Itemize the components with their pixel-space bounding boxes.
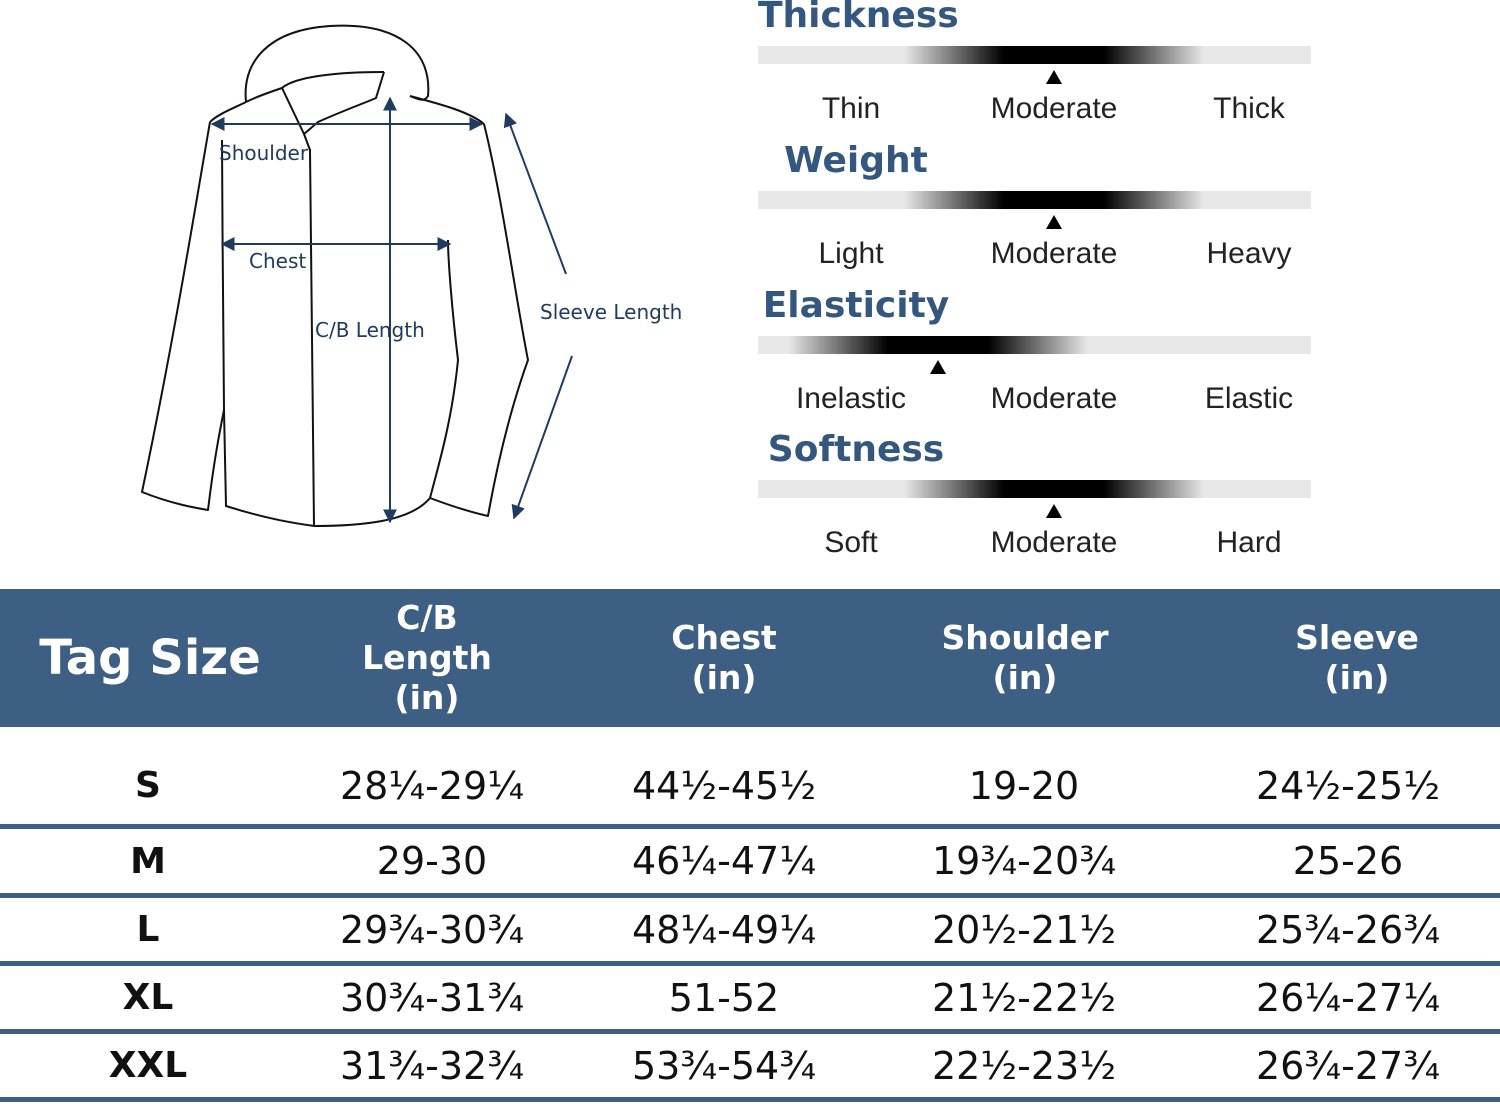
chest-cell: 53¾-54¾ [631,1043,817,1088]
jacket-outline [142,26,528,526]
header-tag-size: Tag Size [39,630,261,686]
attribute-elasticity [758,285,1311,430]
table-row [0,898,1500,966]
scale-option-moderate: Moderate [990,237,1118,270]
header-cb-length-name: C/B Length [362,598,492,677]
table-row [0,727,1500,829]
sleeve-measure-line-lower [514,356,572,518]
scale-option-heavy: Heavy [1206,237,1292,270]
header-shoulder-unit: (in) [992,658,1058,697]
attribute-softness [758,429,1311,574]
cb-length-cell: 28¼-29¼ [339,763,525,808]
sleeve-cell: 26¼-27¼ [1255,975,1441,1020]
header-sleeve-name: Sleeve [1295,618,1419,657]
jacket-measurement-diagram [0,0,740,580]
header-shoulder [925,589,1125,727]
scale-option-moderate: Moderate [990,92,1118,125]
size-cell: S [135,765,161,806]
shoulder-label: Shoulder [219,141,309,165]
scale-option-light: Light [818,237,884,270]
shoulder-cell: 19¾-20¾ [931,839,1117,883]
chest-cell: 46¼-47¼ [631,839,817,883]
table-row [0,966,1500,1034]
scale-option-thick: Thick [1213,92,1285,125]
scale-bar [758,191,1311,209]
cb-length-cell: 30¾-31¾ [339,975,525,1020]
scale-option-elastic: Elastic [1204,382,1294,415]
table-row [0,1034,1500,1102]
size-cell: M [130,840,166,882]
scale-option-inelastic: Inelastic [795,382,907,415]
chest-cell: 44½-45½ [631,763,817,808]
shoulder-cell: 21½-22½ [931,975,1117,1020]
header-chest-name: Chest [671,618,777,657]
header-cb-length-unit: (in) [394,678,460,717]
table-row [0,829,1500,898]
sleeve-cell: 25¾-26¾ [1255,907,1441,952]
header-cb-length [327,589,527,727]
header-sleeve [1257,589,1457,727]
attribute-thickness [758,0,1311,140]
sleeve-measure-line-upper [506,114,566,274]
cb-length-cell: 31¾-32¾ [339,1043,525,1088]
size-cell: XL [122,977,174,1018]
header-shoulder-name: Shoulder [941,618,1109,657]
scale-option-hard: Hard [1216,526,1282,559]
size-cell: XXL [108,1045,188,1086]
cb-length-cell: 29¾-30¾ [339,907,525,952]
scale-option-soft: Soft [824,526,878,559]
attribute-weight [758,140,1311,285]
chest-cell: 51-52 [668,975,780,1020]
scale-bar [758,480,1311,498]
sleeve-cell: 25-26 [1292,839,1404,883]
selected-level-marker-icon [1046,215,1062,229]
header-chest-unit: (in) [691,658,757,697]
chest-cell: 48¼-49¼ [631,907,817,952]
selected-level-marker-icon [1046,504,1062,518]
scale-option-thin: Thin [821,92,881,125]
header-sleeve-unit: (in) [1324,658,1390,697]
header-chest [624,589,824,727]
shoulder-cell: 19-20 [968,763,1080,808]
row-separator [0,1097,1500,1102]
selected-level-marker-icon [930,360,946,374]
selected-level-marker-icon [1046,70,1062,84]
scale-bar [758,46,1311,64]
scale-option-moderate: Moderate [990,526,1118,559]
scale-option-moderate: Moderate [990,382,1118,415]
attribute-title: Weight [784,140,928,181]
sleeve-cell: 26¾-27¾ [1255,1043,1441,1088]
cb-length-label: C/B Length [315,318,425,342]
attribute-title: Softness [767,429,945,470]
size-cell: L [136,909,160,950]
size-table-header [0,589,1500,727]
shoulder-cell: 22½-23½ [931,1043,1117,1088]
attribute-title: Elasticity [762,285,950,326]
sleeve-cell: 24½-25½ [1255,763,1441,808]
attribute-title: Thickness [758,0,959,36]
scale-bar [758,336,1311,354]
sleeve-length-label: Sleeve Length [540,300,683,324]
cb-length-cell: 29-30 [376,839,488,883]
chest-label: Chest [249,249,307,273]
shoulder-cell: 20½-21½ [931,907,1117,952]
